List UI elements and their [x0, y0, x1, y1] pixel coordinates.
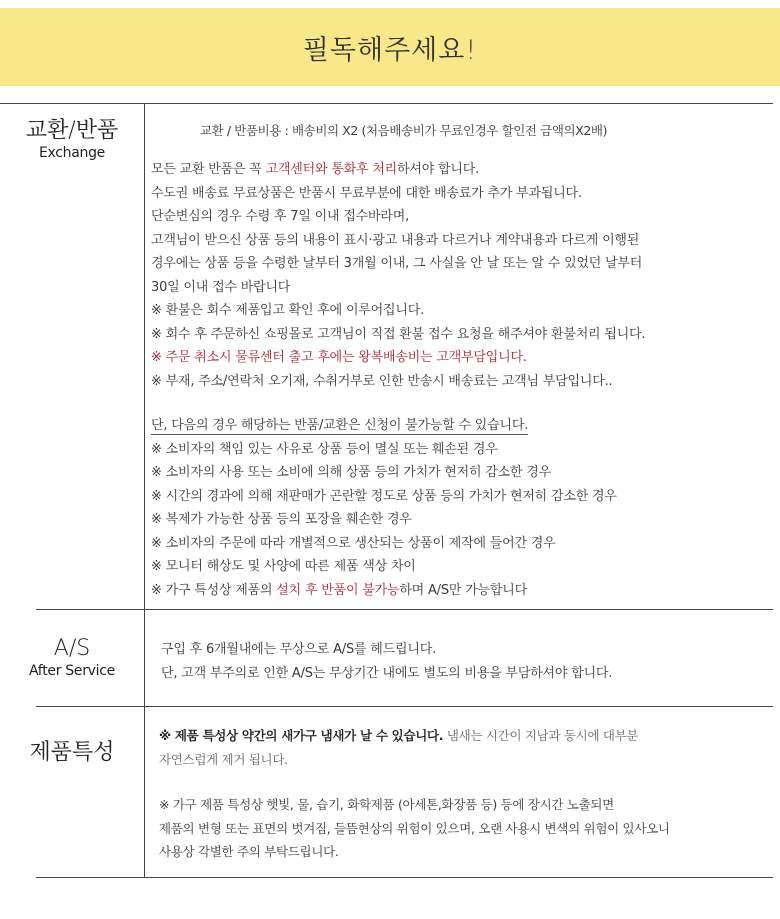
- exchange-spacer: [151, 393, 771, 414]
- exchange-line-3: 단순변심의 경우 수령 후 7일 이내 접수바라며,: [151, 209, 410, 224]
- product-line-4: 제품의 변형 또는 표면의 벗겨짐, 들뜸현상의 위험이 있으며, 오랜 사용시 변색의 위험이 있사오니: [159, 820, 670, 836]
- exchange-line-14: ※ 시간의 경과에 의해 재판매가 곤란할 정도로 상품 등의 가치가 현저히 감소한 경우: [151, 488, 617, 504]
- product-label-main: 제품특성: [29, 740, 115, 765]
- product-spacer: [159, 771, 670, 793]
- banner-title: 필독해주세요!: [302, 34, 478, 66]
- product-line-5: 사용상 각별한 주의 부탁드립니다.: [159, 844, 339, 859]
- exchange-line-18: ※ 가구 특성상 제품의 설치 후 반품이 불가능하며 A/S만 가능합니다: [151, 582, 527, 598]
- product-body: [159, 724, 670, 864]
- exchange-body: [151, 158, 771, 602]
- as-line-1: 구입 후 6개월내에는 무상으로 A/S를 헤드립니다.: [161, 642, 437, 657]
- exchange-line-7: ※ 환불은 회수 제품입고 확인 후에 이루어집니다.: [151, 303, 425, 318]
- exchange-label-sub: Exchange: [38, 145, 105, 161]
- exchange-label: [0, 118, 144, 162]
- exchange-line-1: 모든 교환 반품은 꼭 고객센터와 통화후 처리하셔야 합니다.: [151, 162, 480, 177]
- exchange-label-main: 교환/반품: [25, 118, 119, 143]
- exchange-line-10: ※ 부재, 주소/연락처 오기재, 수취거부로 인한 반송시 배송료는 고객님 부담입니다..: [151, 373, 613, 389]
- exchange-fee-line: 교환 / 반품비용 : 배송비의 X2 (처음배송비가 무료인경우 할인전 금액의X2배): [200, 123, 608, 138]
- table-top-border: [0, 103, 773, 104]
- as-label-sub: After Service: [29, 663, 115, 679]
- product-line-3: ※ 가구 제품 특성상 햇빛, 물, 습기, 화학제품 (아세톤,화장품 등) 등에 장시간 노출되면: [159, 797, 614, 812]
- as-line-2: 단, 고객 부주의로 인한 A/S는 무상기간 내에도 별도의 비용을 부담하셔야 합니다.: [161, 665, 613, 681]
- table-bottom-border: [36, 877, 773, 878]
- as-body: [161, 638, 612, 685]
- exchange-line-4: 고객님이 받으신 상품 등의 내용이 표시·광고 내용과 다르거나 계약내용과 다르게 이행된: [151, 232, 640, 248]
- exchange-line-6: 30일 이내 접수 바랍니다: [151, 279, 291, 295]
- exchange-line-8: ※ 회수 후 주문하신 쇼핑몰로 고객님이 직접 환불 접수 요청을 해주셔야 환불처리 됩니다.: [151, 326, 646, 342]
- as-label-main: A/S: [53, 636, 91, 661]
- exchange-line-15: ※ 복제가 가능한 상품 등의 포장을 훼손한 경우: [151, 512, 412, 527]
- exchange-highlight-18: 설치 후 반품이 불가능: [276, 582, 400, 598]
- as-label: [0, 636, 144, 680]
- exchange-line-5: 경우에는 상품 등을 수령한 날부터 3개월 이내, 그 사실을 안 날 또는 알 수 있었던 날부터: [151, 256, 643, 271]
- table-column-divider: [144, 103, 145, 877]
- exchange-line-13: ※ 소비자의 사용 또는 소비에 의해 상품 등의 가치가 현저히 감소한 경우: [151, 465, 551, 480]
- section-divider-2: [36, 706, 773, 707]
- exchange-line-12: ※ 소비자의 책임 있는 사유로 상품 등이 멸실 또는 훼손된 경우: [151, 441, 498, 457]
- exchange-line-9: ※ 주문 취소시 물류센터 출고 후에는 왕복배송비는 고객부담입니다.: [151, 350, 527, 365]
- product-line-2: 자연스럽게 제거 됩니다.: [159, 751, 288, 767]
- exchange-line-2: 수도권 배송료 무료상품은 반품시 무료부분에 대한 배송료가 추가 부과됩니다.: [151, 185, 582, 201]
- section-divider-1: [36, 609, 773, 610]
- product-line-1: ※ 제품 특성상 약간의 새가구 냄새가 날 수 있습니다. 냄새는 시간이 지남과 동시에 대부분: [159, 728, 639, 743]
- exchange-highlight-1: 고객센터와 통화후 처리: [265, 162, 398, 177]
- exchange-line-11: 단, 다음의 경우 해당하는 반품/교환은 신청이 불가능할 수 있습니다.: [151, 418, 529, 433]
- product-label: [0, 740, 144, 766]
- notice-banner: [0, 8, 780, 86]
- exchange-line-17: ※ 모니터 해상도 및 사양에 따른 제품 색상 차이: [151, 559, 416, 574]
- exchange-line-16: ※ 소비자의 주문에 따라 개별적으로 생산되는 상품이 제작에 들어간 경우: [151, 535, 556, 551]
